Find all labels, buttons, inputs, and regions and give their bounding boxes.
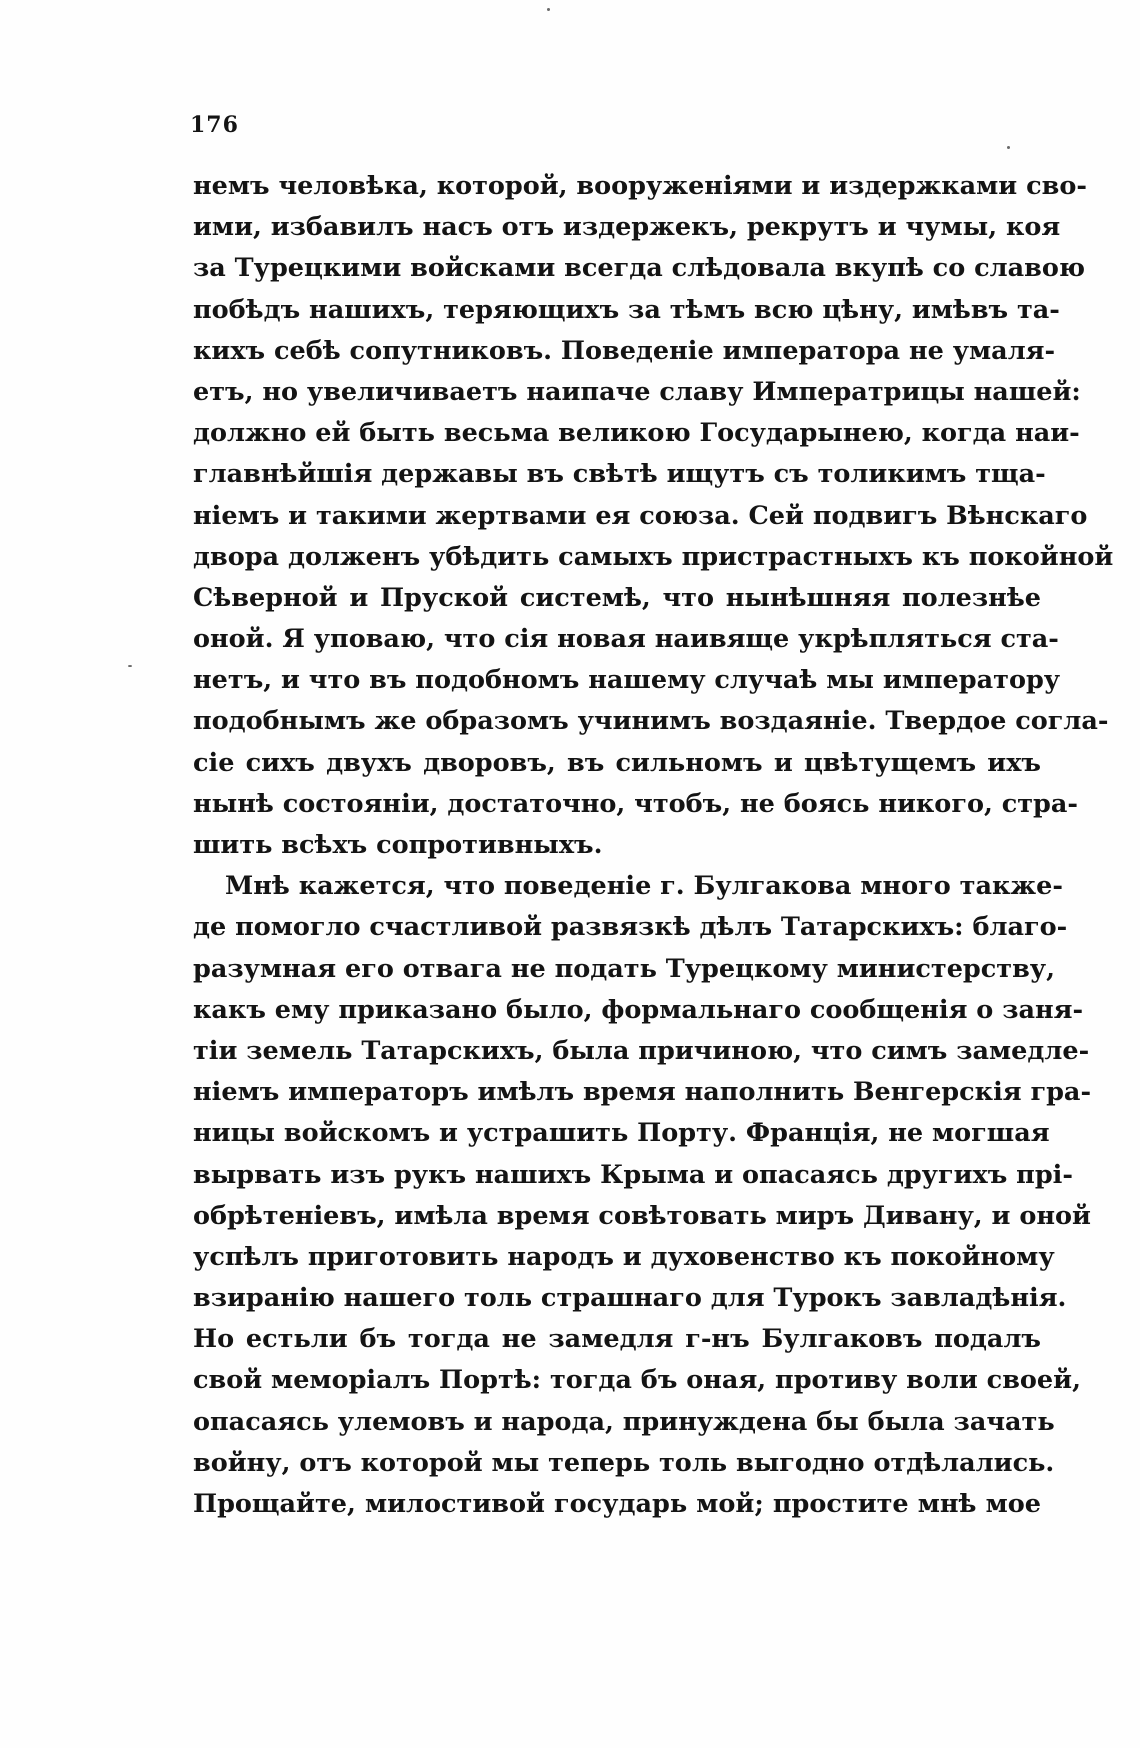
text-line: де помогло счастливой развязкѣ дѣлъ Татарскихъ: благо- xyxy=(193,912,1068,943)
text-line: ими, избавилъ насъ отъ издержекъ, рекрутъ и чумы, коя xyxy=(193,212,1061,243)
text-line: успѣлъ приготовить народъ и духовенство къ покойному xyxy=(193,1241,1055,1272)
text-line: Но естьли бъ тогда не замедля г-нъ Булгаковъ подалъ xyxy=(193,1324,1041,1355)
text-line: обрѣтеніевъ, имѣла время совѣтовать миръ Дивану, и оной xyxy=(193,1200,1091,1231)
text-line: за Турецкими войсками всегда слѣдовала вкупѣ со славою xyxy=(193,253,1085,284)
text-line: свой меморіалъ Портѣ: тогда бъ оная, противу воли своей, xyxy=(193,1365,1081,1396)
text-line: нетъ, и что въ подобномъ нашему случаѣ мы императору xyxy=(193,665,1061,696)
text-line: ніемъ императоръ имѣлъ время наполнить Венгерскія гра- xyxy=(193,1077,1092,1108)
text-line: какъ ему приказано было, формальнаго сообщенія о заня- xyxy=(193,994,1084,1025)
text-line: войну, отъ которой мы теперь толь выгодно отдѣлались. xyxy=(193,1447,1055,1478)
text-line: побѣдъ нашихъ, теряющихъ за тѣмъ всю цѣну, имѣвъ та- xyxy=(193,294,1060,325)
text-line: сіе сихъ двухъ дворовъ, въ сильномъ и цвѣтущемъ ихъ xyxy=(193,747,1041,778)
text-line: разумная его отвага не подать Турецкому министерству, xyxy=(193,953,1055,984)
text-line: ницы войскомъ и устрашить Порту. Франція, не могшая xyxy=(193,1118,1050,1149)
paragraph-start-line: Мнѣ кажется, что поведеніе г. Булгакова много также- xyxy=(225,871,1063,902)
text-line: оной. Я уповаю, что сія новая наивяще укрѣпляться ста- xyxy=(193,624,1059,655)
page-number: 176 xyxy=(190,112,239,138)
text-line: Прощайте, милостивой государь мой; простите мнѣ мое xyxy=(193,1489,1041,1519)
text-line: должно ей быть весьма великою Государынею, когда наи- xyxy=(193,418,1080,449)
text-line: немъ человѣка, которой, вооруженіями и издержками сво- xyxy=(193,171,1087,201)
scan-speck xyxy=(128,665,132,667)
text-line: вырвать изъ рукъ нашихъ Крыма и опасаясь другихъ прі- xyxy=(193,1159,1073,1190)
text-line: тіи земель Татарскихъ, была причиною, что симъ замедле- xyxy=(193,1035,1090,1066)
paragraph-end-line: шить всѣхъ сопротивныхъ. xyxy=(193,830,603,860)
body-text xyxy=(193,166,1114,1525)
text-line: Сѣверной и Пруской системѣ, что нынѣшняя полезнѣе xyxy=(193,582,1041,613)
text-line: кихъ себѣ сопутниковъ. Поведеніе императора не умаля- xyxy=(193,335,1056,366)
text-line: взиранію нашего толь страшнаго для Турокъ завладѣнія. xyxy=(193,1283,1067,1314)
text-line: нынѣ состояніи, достаточно, чтобъ, не боясь никого, стра- xyxy=(193,788,1078,819)
scan-speck xyxy=(1007,146,1010,149)
text-line: етъ, но увеличиваетъ наипаче славу Императрицы нашей: xyxy=(193,376,1081,407)
text-line: подобнымъ же образомъ учинимъ воздаяніе. Твердое согла- xyxy=(193,706,1109,737)
scan-speck xyxy=(547,8,550,11)
text-line: двора долженъ убѣдить самыхъ пристрастныхъ къ покойной xyxy=(193,541,1114,572)
text-line: ніемъ и такими жертвами ея союза. Сей подвигъ Вѣнскаго xyxy=(193,500,1088,531)
text-line: опасаясь улемовъ и народа, принуждена бы была зачать xyxy=(193,1406,1055,1437)
text-line: главнѣйшія державы въ свѣтѣ ищутъ съ толикимъ тща- xyxy=(193,459,1046,490)
